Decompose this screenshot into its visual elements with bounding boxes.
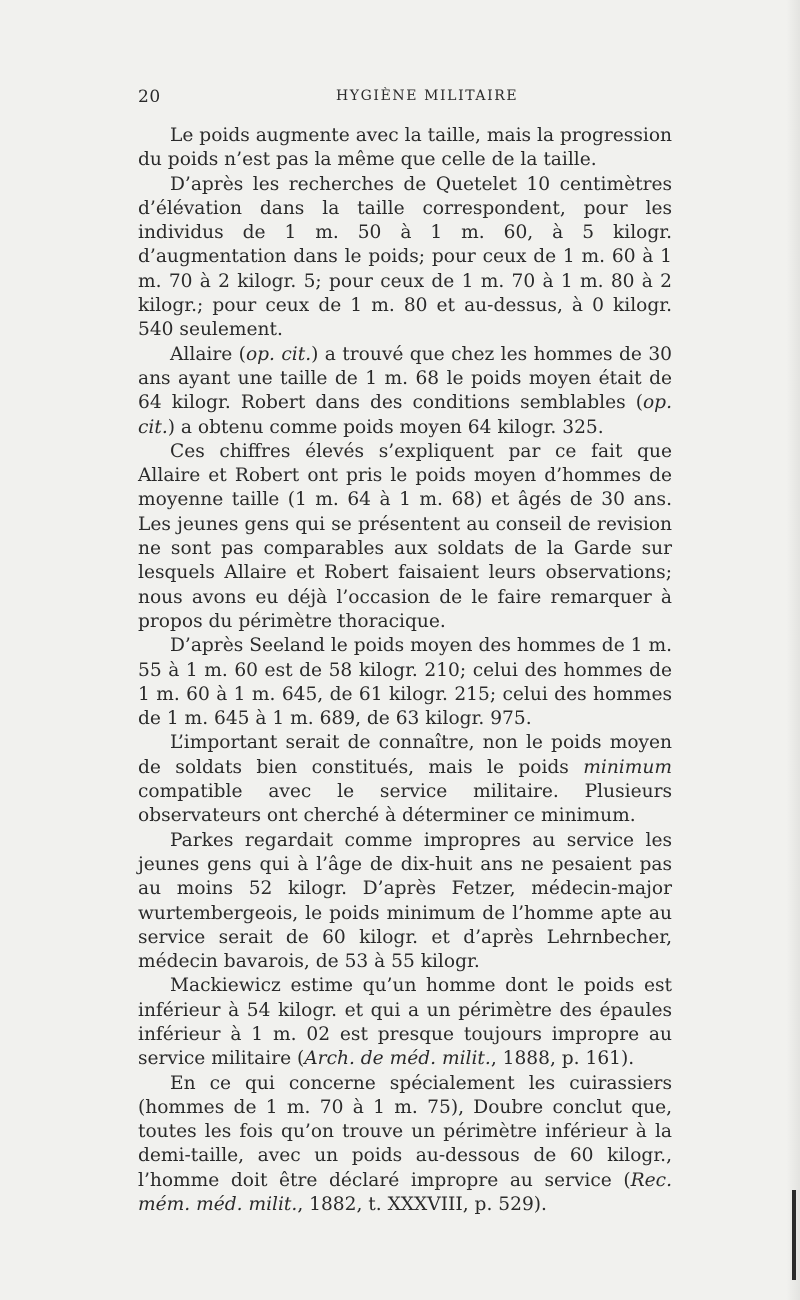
paragraph-5: D’après Seeland le poids moyen des hommes de 1 m. 55 à 1 m. 60 est de 58 kilogr. 210; celui des hommes de 1 m. 60 à 1 m. 645, de 61 kilogr. 215; celui des hommes de 1 m. 645 à 1 m. 689, de 63 kilogr. 975. [138, 635, 672, 730]
page-edge-shadow [786, 0, 800, 1300]
paragraph-8-part-2: , 1888, p. 161). [490, 1048, 635, 1070]
emphasis-minimum: minimum [583, 756, 672, 778]
paragraph-2: D’après les recherches de Quetelet 10 centimètres d’élévation dans la taille correspondent, pour les individus de 1 m. 50 à 1 m. 60, à 5 kilogr. d’augmentation dans le poids; pour ceux de 1 m. 60 à 1 m. 70 à 2 kilogr. 5; pour ceux de 1 m. 70 à 1 m. 80 à 2 kilogr.; pour ceux de 1 m. 80 et au-dessus, à 0 kilogr. 540 seulement. [138, 173, 672, 341]
paragraph-9-part-2: , 1882, t. XXXVIII, p. 529). [297, 1194, 547, 1216]
paragraph-1: Le poids augmente avec la taille, mais la progression du poids n’est pas la même que celle de la taille. [138, 125, 672, 171]
paragraph-3-part-3: ) a obtenu comme poids moyen 64 kilogr. 325. [167, 416, 604, 438]
page-header [138, 87, 672, 111]
citation-arch-med-milit: Arch. de méd. milit. [304, 1048, 491, 1070]
paragraph-3-part-2: ) a trouvé que chez les hommes de 30 ans ayant une taille de 1 m. 68 le poids moyen était de 64 kilogr. Robert dans des conditions semblables ( [138, 343, 672, 414]
paragraph-3 [138, 343, 672, 440]
paragraph-6-part-2: compatible avec le service militaire. Plusieurs observateurs ont cherché à déterminer ce minimum. [138, 781, 672, 827]
margin-mark [792, 1190, 796, 1280]
citation-op-cit-2: op. cit. [138, 392, 672, 438]
citation-rec-mem-med-milit: Rec. mém. méd. milit. [138, 1169, 672, 1216]
paragraph-9-part-1: En ce qui concerne spécialement les cuirassiers (hommes de 1 m. 70 à 1 m. 75), Doubre conclut que, toutes les fois qu’on trouve un périmètre inférieur à la demi-taille, avec un poids au-dessous de 60 kilogr., l’homme doit être déclaré impropre au service ( [138, 1072, 672, 1191]
page-number: 20 [138, 87, 161, 107]
paragraph-8-part-1: Mackiewicz estime qu’un homme dont le poids est inférieur à 54 kilogr. et qui a un périmètre des épaules inférieur à 1 m. 02 est presque toujours impropre au service militaire ( [138, 975, 672, 1070]
citation-op-cit-1: op. cit. [245, 343, 312, 365]
running-title: HYGIÈNE MILITAIRE [336, 88, 519, 104]
paragraph-9 [138, 1072, 672, 1218]
paragraph-6 [138, 731, 672, 828]
body-text [138, 124, 672, 1217]
paragraph-3-part-1: Allaire ( [170, 343, 246, 365]
paragraph-7: Parkes regardait comme impropres au service les jeunes gens qui à l’âge de dix-huit ans ne pesaient pas au moins 52 kilogr. D’après Fetzer, médecin-major wurtembergeois, le poids minimum de l’homme apte au service serait de 60 kilogr. et d’après Lehrnbecher, médecin bavarois, de 53 à 55 kilogr. [138, 829, 672, 973]
paragraph-6-part-1: L’important serait de connaître, non le poids moyen de soldats bien constitués, mais le poids [138, 732, 672, 778]
paragraph-8 [138, 974, 672, 1071]
paragraph-4: Ces chiffres élevés s’expliquent par ce fait que Allaire et Robert ont pris le poids moyen d’hommes de moyenne taille (1 m. 64 à 1 m. 68) et âgés de 30 ans. Les jeunes gens qui se présentent au conseil de revision ne sont pas comparables aux soldats de la Garde sur lesquels Allaire et Robert faisaient leurs observations; nous avons eu déjà l’occasion de le faire remarquer à propos du périmètre thoracique. [138, 440, 672, 632]
